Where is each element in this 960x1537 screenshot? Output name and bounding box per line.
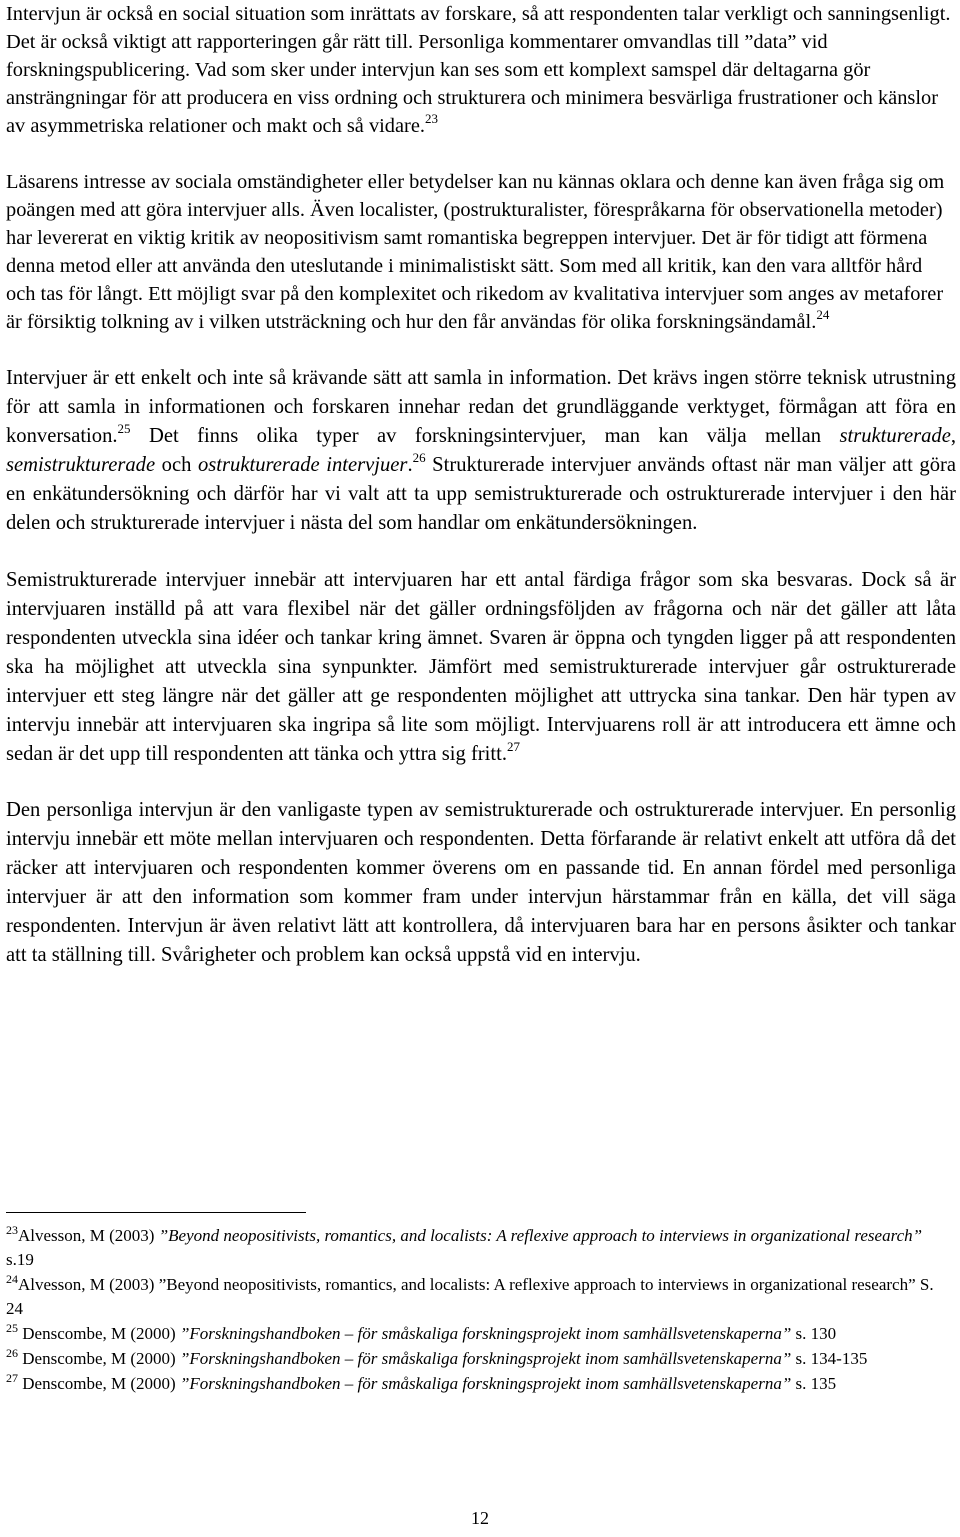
footnote-ref-25[interactable]: 25	[117, 421, 131, 436]
footnote-26	[6, 1347, 952, 1371]
paragraph-text: Intervjun är också en social situation som inrättats av forskare, så att respondenten talar verkligt och sanningsenligt. Det är också viktigt att rapporteringen går rätt till. Personliga kommentarer omvandlas till ”data” vid forskningspublicering. Vad som sker under intervjun kan ses som ett komplext samspel där deltagarna gör ansträngningar för att producera en viss ordning och strukturera och minimera besvärliga frustrationer och känslor av asymmetriska relationer och makt och så vidare.	[6, 3, 951, 137]
footnote-ref-23[interactable]: 23	[424, 111, 438, 126]
paragraph-text: Intervjuer är ett enkelt och inte så krävande sätt att samla in information. Det krävs ingen större teknisk utrustning för att samla in informationen och forskaren innehar redan det grundläggande verktyget, förmågan att föra en konversation.	[6, 367, 956, 447]
paragraph-semistructured	[6, 566, 956, 769]
footnote-title: ”Forskningshandboken – för småskaliga forskningsprojekt inom samhällsvetenskaperna”	[179, 1349, 792, 1368]
footnote-number: 26	[6, 1346, 18, 1360]
footnote-number: 27	[6, 1371, 18, 1385]
paragraph-text: Strukturerade intervjuer används oftast när man väljer att göra en enkätundersökning och därför har vi valt att ta upp semistrukturerade och ostrukturerade intervjuer i den här delen och strukturerade intervjuer i nästa del som handlar om enkätundersökningen.	[6, 454, 957, 534]
footnote-page: s. 135	[791, 1374, 837, 1393]
footnote-text: Alvesson, M (2003) ”Beyond neopositivists, romantics, and localists: A reflexive approach to interviews in organizational research” S. 24	[6, 1275, 934, 1318]
footnote-24	[6, 1273, 952, 1321]
footnote-text: Denscombe, M (2000)	[18, 1374, 180, 1393]
paragraph-text: Semistrukturerade intervjuer innebär att intervjuaren har ett antal färdiga frågor som ska besvaras. Dock så är intervjuaren inställd på att vara flexibel när det gäller ordningsföljden av frågorna och när det gäller att låta respondenten utveckla sina idéer och tankar kring ämnet. Svaren är öppna och tyngden ligger på att respondenten ska ha möjlighet att utveckla sina synpunkter. Jämfört med semistrukturerade intervjuer går ostrukturerade intervjuer ett steg längre när det gäller att ge respondenten möjlighet att uttrycka sina tankar. Den här typen av intervju innebär att intervjuaren ska ingripa så lite som möjligt. Intervjuarens roll är att introducera ett ämne och sedan är det upp till respondenten att tänka och yttra sig fritt.	[6, 569, 956, 765]
footnote-page: s. 134-135	[791, 1349, 868, 1368]
footnote-number: 25	[6, 1321, 18, 1335]
paragraph-text: och	[155, 454, 198, 476]
term-strukturerade: strukturerade	[839, 425, 951, 447]
footnote-page: s.19	[6, 1250, 34, 1269]
paragraph-interview-social-situation	[6, 0, 956, 140]
footnote-title: ”Beyond neopositivists, romantics, and localists: A reflexive approach to interviews in organizational research”	[158, 1226, 923, 1245]
footnote-separator	[6, 1212, 306, 1213]
footnote-text: Alvesson, M (2003)	[18, 1226, 159, 1245]
footnote-title: ”Forskningshandboken – för småskaliga forskningsprojekt inom samhällsvetenskaperna”	[179, 1324, 792, 1343]
footnote-text: Denscombe, M (2000)	[18, 1324, 180, 1343]
term-semistrukturerade: semistrukturerade	[6, 454, 156, 476]
footnote-text: Denscombe, M (2000)	[18, 1349, 180, 1368]
paragraph-text: Det finns olika typer av forskningsintervjuer, man kan välja mellan	[130, 425, 840, 447]
paragraph-interview-types	[6, 364, 956, 538]
paragraph-personal-interview	[6, 796, 956, 970]
footnote-ref-24[interactable]: 24	[816, 307, 830, 322]
footnote-number: 23	[6, 1223, 18, 1237]
footnote-title: ”Forskningshandboken – för småskaliga forskningsprojekt inom samhällsvetenskaperna”	[179, 1374, 792, 1393]
paragraph-text: Läsarens intresse av sociala omständigheter eller betydelser kan nu kännas oklara och denne kan även fråga sig om poängen med att göra intervjuer alls. Även localister, (postrukturalister, förespråkarna för observationella metoder) har levererat en viktig kritik av neopositivism samt romantiska begreppen intervjuer. Det är för tidigt att förmena denna metod eller att använda den uteslutande i minimalistiskt sätt. Som med all kritik, kan den vara alltför hård och tas för långt. Ett möjligt svar på den komplexitet och rikedom av kvalitativa intervjuer som anges av metaforer är försiktig tolkning av i vilken utsträckning och hur den får användas för olika forskningsändamål.	[6, 171, 945, 333]
footnote-27	[6, 1372, 952, 1396]
paragraph-reader-interest	[6, 168, 956, 336]
page-number: 12	[471, 1508, 489, 1528]
footnotes	[6, 1224, 952, 1397]
footnote-23	[6, 1224, 952, 1272]
footnote-25	[6, 1322, 952, 1346]
paragraph-text: .	[407, 454, 413, 476]
paragraph-text: ,	[950, 425, 956, 447]
footnote-ref-26[interactable]: 26	[412, 450, 426, 465]
footnote-number: 24	[6, 1272, 18, 1286]
footnote-page: s. 130	[791, 1324, 837, 1343]
footnote-ref-27[interactable]: 27	[506, 739, 520, 754]
paragraph-text: Den personliga intervjun är den vanligaste typen av semistrukturerade och ostrukturerade intervjuer. En personlig intervju innebär ett möte mellan intervjuaren och respondenten. Detta förfarande är relativt enkelt att utföra då det räcker att intervjuaren och respondenten kommer överens om en passande tid. En annan fördel med personliga intervjuer är att den information som kommer fram under intervjun härstammar från en källa, det vill säga respondenten. Intervjun är även relativt lätt att kontrollera, då intervjuaren bara har en persons åsikter och tankar att ta ställning till. Svårigheter och problem kan också uppstå vid en intervju.	[6, 799, 956, 966]
term-ostrukturerade: ostrukturerade intervjuer	[198, 454, 408, 476]
